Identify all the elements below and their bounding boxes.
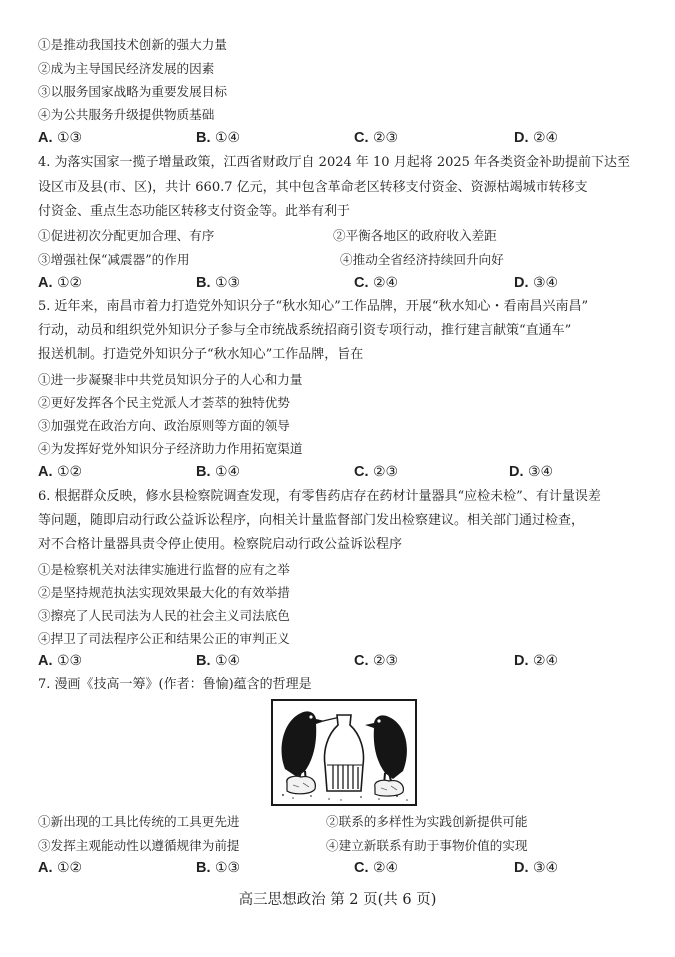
choice-d: D. ②④ [514,653,559,669]
option-item: ①是检察机关对法律实施进行监督的应有之举 [38,562,290,577]
page-footer: 高三思想政治 第 2 页(共 6 页) [238,892,437,908]
option-item: ④建立新联系有助于事物价值的实现 [326,838,528,853]
choice-c: C. ②③ [354,653,399,669]
choice-c: C. ②③ [354,464,399,480]
option-item: ③擦亮了人民司法为人民的社会主义司法底色 [38,608,290,623]
option-item: ①促进初次分配更加合理、有序 [38,228,215,243]
choice-b: B. ①④ [196,653,241,669]
choice-a: A. ①③ [38,653,83,669]
question-stem-line: 4. 为落实国家一揽子增量政策，江西省财政厅自 2024 年 10 月起将 2025 年各类资金补助提前下达至 [38,155,631,170]
option-item: ④为发挥好党外知识分子经济助力作用拓宽渠道 [38,441,303,456]
choice-d: D. ③④ [514,275,559,291]
question-stem-line: 6. 根据群众反映，修水县检察院调查发现，有零售药店存在药材计量器具“应检未检”、有计量误差 [38,489,601,504]
choice-b: B. ①④ [196,130,241,146]
option-item: ③加强党在政治方向、政治原则等方面的领导 [38,418,290,433]
option-item: ②成为主导国民经济发展的因素 [38,61,215,76]
option-item: ③增强社保“减震器”的作用 [38,252,190,267]
option-item: ②是坚持规范执法实现效果最大化的有效举措 [38,585,290,600]
choice-a: A. ①② [38,860,83,876]
question-stem-line: 付资金、重点生态功能区转移支付资金等。此举有利于 [38,204,351,219]
choice-b: B. ①③ [196,275,241,291]
choice-c: C. ②③ [354,130,399,146]
option-item: ③以服务国家战略为重要发展目标 [38,84,227,99]
question-stem-line: 7. 漫画《技高一筹》(作者：鲁愉)蕴含的哲理是 [38,677,312,692]
choice-c: C. ②④ [354,860,399,876]
question-stem-line: 设区市及县(市、区)，共计 660.7 亿元，其中包含革命老区转移支付资金、资源枯竭城市转移支 [38,180,588,195]
choice-a: A. ①② [38,275,83,291]
choice-a: A. ①③ [38,130,83,146]
question-stem-line: 对不合格计量器具责令停止使用。检察院启动行政公益诉讼程序 [38,537,403,552]
option-item: ②联系的多样性为实践创新提供可能 [326,814,528,829]
option-item: ④捍卫了司法程序公正和结果公正的审判正义 [38,631,290,646]
choice-b: B. ①④ [196,464,241,480]
choice-d: D. ③④ [514,860,559,876]
option-item: ①进一步凝聚非中共党员知识分子的人心和力量 [38,372,303,387]
question-stem-line: 报送机制。打造党外知识分子“秋水知心”工作品牌，旨在 [38,347,364,362]
option-item: ②平衡各地区的政府收入差距 [333,228,497,243]
option-item: ①新出现的工具比传统的工具更先进 [38,814,240,829]
option-item: ②更好发挥各个民主党派人才荟萃的独特优势 [38,395,290,410]
choice-c: C. ②④ [354,275,399,291]
option-item: ④为公共服务升级提供物质基础 [38,107,215,122]
choice-d: D. ②④ [514,130,559,146]
choice-b: B. ①③ [196,860,241,876]
option-item: ④推动全省经济持续回升向好 [340,252,504,267]
choice-d: D. ③④ [509,464,554,480]
choice-a: A. ①② [38,464,83,480]
question-stem-line: 等问题，随即启动行政公益诉讼程序，向相关计量监督部门发出检察建议。相关部门通过检查， [38,513,585,528]
question-stem-line: 行动，动员和组织党外知识分子参与全市统战系统招商引资专项行动，推行建言献策“直通车” [38,323,572,338]
cartoon-crows-image [271,699,417,806]
option-item: ①是推动我国技术创新的强大力量 [38,37,227,52]
question-stem-line: 5. 近年来，南昌市着力打造党外知识分子“秋水知心”工作品牌，开展“秋水知心・看南昌兴南昌” [38,299,589,314]
option-item: ③发挥主观能动性以遵循规律为前提 [38,838,240,853]
